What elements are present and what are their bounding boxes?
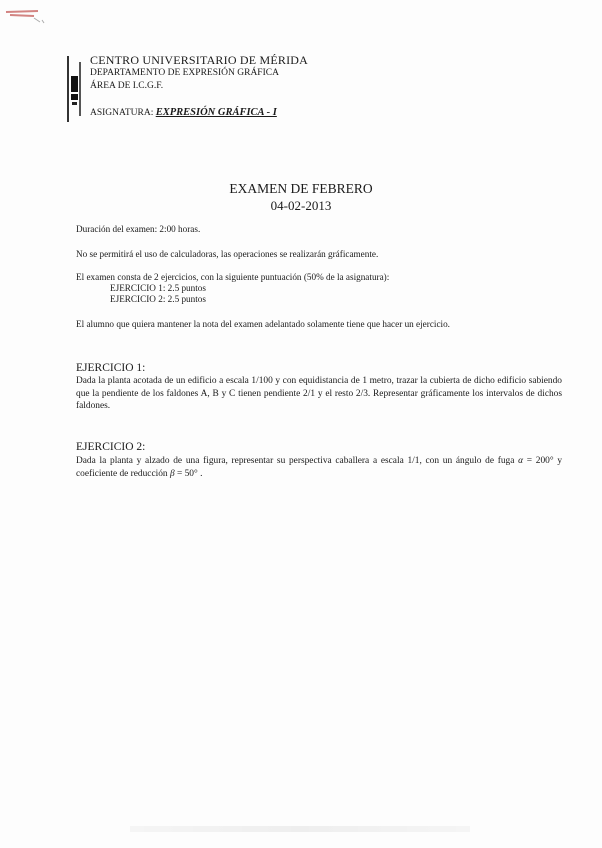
department-name: DEPARTAMENTO DE EXPRESIÓN GRÁFICA [90,68,279,78]
subject-name: EXPRESIÓN GRÁFICA - I [155,107,277,118]
exercise-2-text-a: Dada la planta y alzado de una figura, representar su perspectiva caballera a escala 1/1, con un ángulo de fuga [76,456,519,466]
exercise-2-text-c: . [197,468,203,479]
beta-value: = 50° [174,468,198,479]
subject-line [90,107,277,118]
exam-date: 04-02-2013 [270,198,332,213]
exercise-1-body: Dada la planta acotada de un edificio a escala 1/100 y con equidistancia de 1 metro, trazar la cubierta de dicho edificio sabiendo que la pendiente de los faldones A, B y C tienen pendiente 2/1 y el resto 2/3. Representar gráficamente los intervalos de dichos faldones. [76,376,562,411]
alpha-value: = 200° [523,456,554,466]
exercise-2-heading: EJERCICIO 2: [76,441,146,453]
center-name: CENTRO UNIVERSITARIO DE MÉRIDA [90,53,309,67]
note-text: El alumno que quiera mantener la nota del examen adelantado solamente tiene que hacer un ejercicio. [76,319,450,329]
institution-header [90,54,308,93]
points-exercise-1: EJERCICIO 1: 2.5 puntos [110,283,206,293]
area-name: ÁREA DE I.C.G.F. [90,81,164,91]
points-exercise-2: EJERCICIO 2: 2.5 puntos [110,294,206,304]
scan-mark-icon [4,6,64,26]
beta-symbol: β [169,468,175,479]
duration-text: Duración del examen: 2:00 horas. [76,224,201,234]
subject-label: ASIGNATURA: [90,108,156,118]
exercise-1-heading: EJERCICIO 1: [76,362,146,374]
exercise-2-body [76,455,562,480]
exam-title: EXAMEN DE FEBRERO [229,181,373,196]
composition-text: El examen consta de 2 ejercicios, con la siguiente puntuación (50% de la asignatura): [76,272,390,282]
scan-artifact [130,826,470,832]
exercise-2-text-b: y coeficiente de reducción [76,456,563,479]
calculators-text: No se permitirá el uso de calculadoras, las operaciones se realizarán gráficamente. [76,249,379,259]
alpha-symbol: α [518,456,524,466]
exam-title-block [0,180,602,214]
university-logo-icon [66,54,82,124]
